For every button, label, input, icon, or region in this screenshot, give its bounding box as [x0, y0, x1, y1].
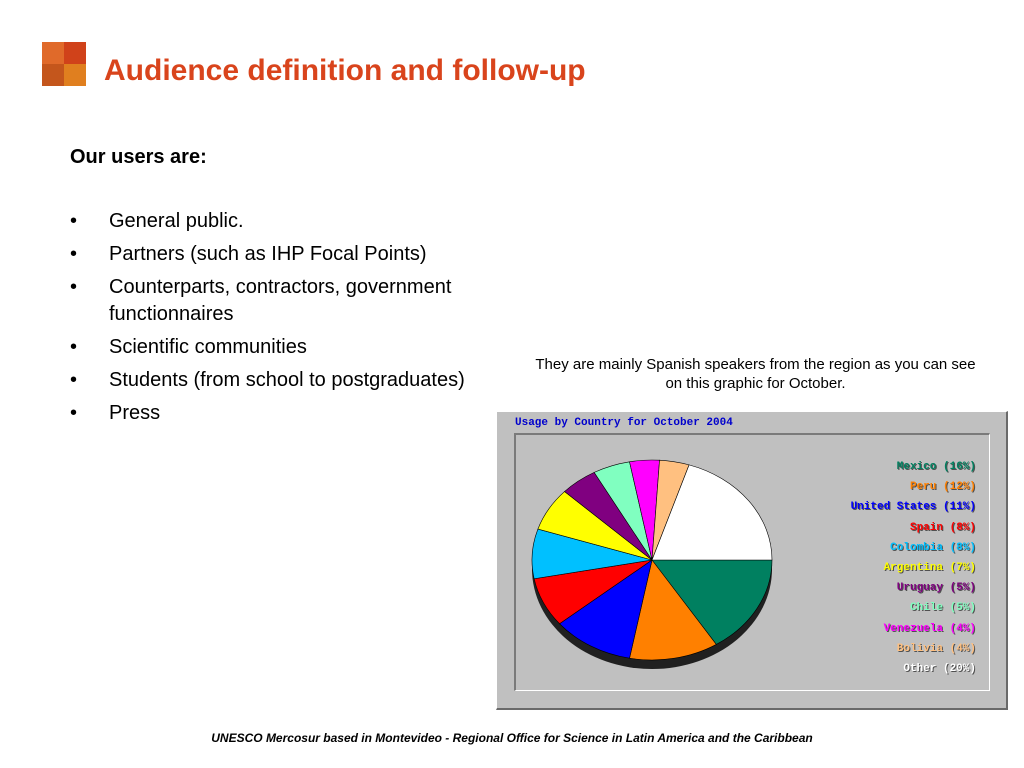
footer-text: UNESCO Mercosur based in Montevideo - Regional Office for Science in Latin America and the Caribbean	[211, 731, 813, 745]
list-item-text: Students (from school to postgraduates)	[109, 369, 465, 391]
list-item	[70, 274, 510, 328]
legend-entry: Peru (12%)	[909, 481, 976, 494]
legend-entry: Other (20%)	[903, 662, 976, 675]
list-item	[70, 241, 510, 268]
list-item-text: Press	[109, 402, 161, 424]
bullet-marker: •	[70, 210, 78, 232]
bullet-marker: •	[70, 336, 78, 358]
bullet-marker: •	[70, 243, 78, 265]
legend-entry: Colombia (8%)	[890, 541, 976, 554]
chart-caption: They are mainly Spanish speakers from the region as you can see on this graphic for October.	[535, 356, 976, 392]
bullet-marker: •	[70, 369, 78, 391]
bullet-marker: •	[70, 276, 78, 298]
legend-entry: Spain (8%)	[909, 521, 976, 534]
users-heading: Our users are:	[70, 146, 207, 168]
legend-entry: Uruguay (5%)	[896, 582, 976, 595]
legend-entry: Mexico (16%)	[896, 461, 976, 473]
users-list	[70, 208, 510, 433]
legend-entry: United States (11%)	[850, 501, 976, 514]
bullet-marker: •	[70, 402, 78, 424]
legend-entry: Argentina (7%)	[883, 561, 976, 574]
list-item-text: Counterparts, contractors, government functionnaires	[109, 276, 452, 325]
list-item	[70, 334, 510, 361]
logo	[42, 42, 86, 86]
list-item-text: Scientific communities	[109, 336, 307, 358]
legend-entry: Chile (5%)	[909, 602, 976, 615]
legend-entry: Venezuela (4%)	[883, 622, 976, 635]
list-item	[70, 208, 510, 235]
list-item	[70, 400, 510, 427]
legend-entry: Bolivia (4%)	[896, 642, 976, 655]
slide-title: Audience definition and follow-up	[104, 54, 586, 87]
usage-chart	[496, 411, 1008, 710]
chart-title: Usage by Country for October 2004	[515, 417, 733, 429]
chart-legend	[851, 457, 976, 679]
list-item-text: Partners (such as IHP Focal Points)	[109, 243, 427, 265]
list-item-text: General public.	[109, 210, 244, 232]
list-item	[70, 367, 510, 394]
